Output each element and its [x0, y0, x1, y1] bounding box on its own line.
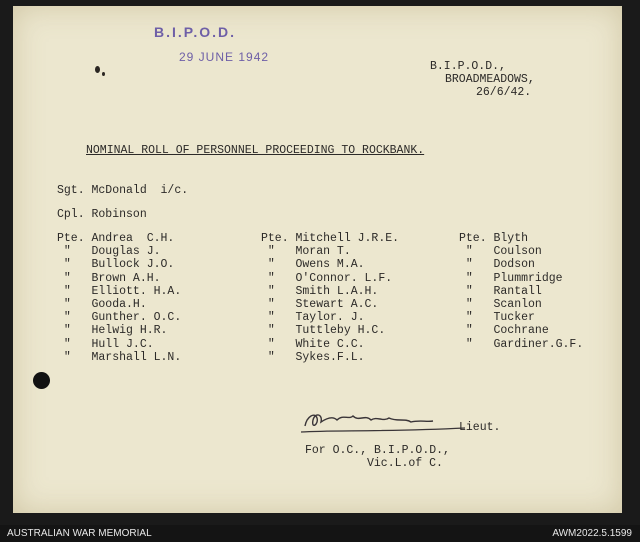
document-page	[13, 6, 622, 513]
footer-right: AWM2022.5.1599	[552, 528, 632, 539]
signature-rank: Lieut.	[459, 421, 501, 434]
header-line-2: BROADMEADOWS,	[445, 73, 535, 86]
personnel-entry: " Taylor. J.	[261, 311, 365, 325]
personnel-entry: " Helwig H.R.	[57, 324, 168, 338]
footer-left: AUSTRALIAN WAR MEMORIAL	[7, 528, 152, 539]
personnel-entry: " O'Connor. L.F.	[261, 271, 393, 285]
personnel-entry: " Gardiner.G.F.	[459, 337, 584, 351]
personnel-entry: " Tucker	[459, 311, 535, 325]
stamp-unit: B.I.P.O.D.	[154, 24, 236, 40]
personnel-entry: " Plummridge	[459, 271, 563, 285]
personnel-entry: " Hull J.C.	[57, 337, 154, 351]
personnel-entry: " Scanlon	[459, 298, 542, 311]
personnel-entry: " Moran T.	[261, 245, 351, 259]
signature	[293, 406, 473, 442]
ink-smudge	[102, 72, 105, 76]
header-line-3: 26/6/42.	[476, 86, 532, 99]
ink-smudge	[95, 66, 100, 73]
personnel-entry: " Marshall L.N.	[57, 350, 182, 364]
personnel-entry: " Gunther. O.C.	[57, 311, 182, 325]
stamp-date: 29 JUNE 1942	[179, 50, 270, 64]
punch-hole	[33, 372, 50, 389]
vic-line: Vic.L.of C.	[367, 457, 443, 470]
personnel-entry: " Stewart A.C.	[261, 298, 379, 311]
personnel-entry: " Sykes.F.L.	[261, 350, 365, 364]
personnel-entry: " Owens M.A.	[261, 258, 365, 272]
personnel-entry: " White C.C.	[261, 337, 365, 351]
cpl-line: Cpl. Robinson	[57, 208, 147, 221]
personnel-entry: " Elliott. H.A.	[57, 284, 182, 298]
personnel-entry: " Gooda.H.	[57, 298, 147, 311]
personnel-entry: " Coulson	[459, 245, 542, 259]
personnel-entry: Pte. Blyth	[459, 232, 529, 245]
header-line-1: B.I.P.O.D.,	[430, 60, 506, 73]
personnel-entry: " Dodson	[459, 258, 535, 272]
personnel-entry: " Brown A.H.	[57, 271, 161, 285]
personnel-entry: " Rantall	[459, 284, 542, 298]
personnel-entry: Pte. Andrea C.H.	[57, 232, 175, 245]
personnel-entry: " Smith L.A.H.	[261, 284, 379, 298]
personnel-entry: " Cochrane	[459, 324, 549, 338]
personnel-entry: Pte. Mitchell J.R.E.	[261, 232, 400, 245]
personnel-entry: " Douglas J.	[57, 245, 161, 259]
footer-bar	[0, 525, 640, 542]
personnel-entry: " Tuttleby H.C.	[261, 324, 386, 338]
personnel-entry: " Bullock J.O.	[57, 258, 175, 272]
for-oc-line: For O.C., B.I.P.O.D.,	[305, 444, 450, 457]
sgt-line: Sgt. McDonald i/c.	[57, 184, 189, 197]
document-title: NOMINAL ROLL OF PERSONNEL PROCEEDING TO ROCKBANK.	[86, 144, 425, 157]
